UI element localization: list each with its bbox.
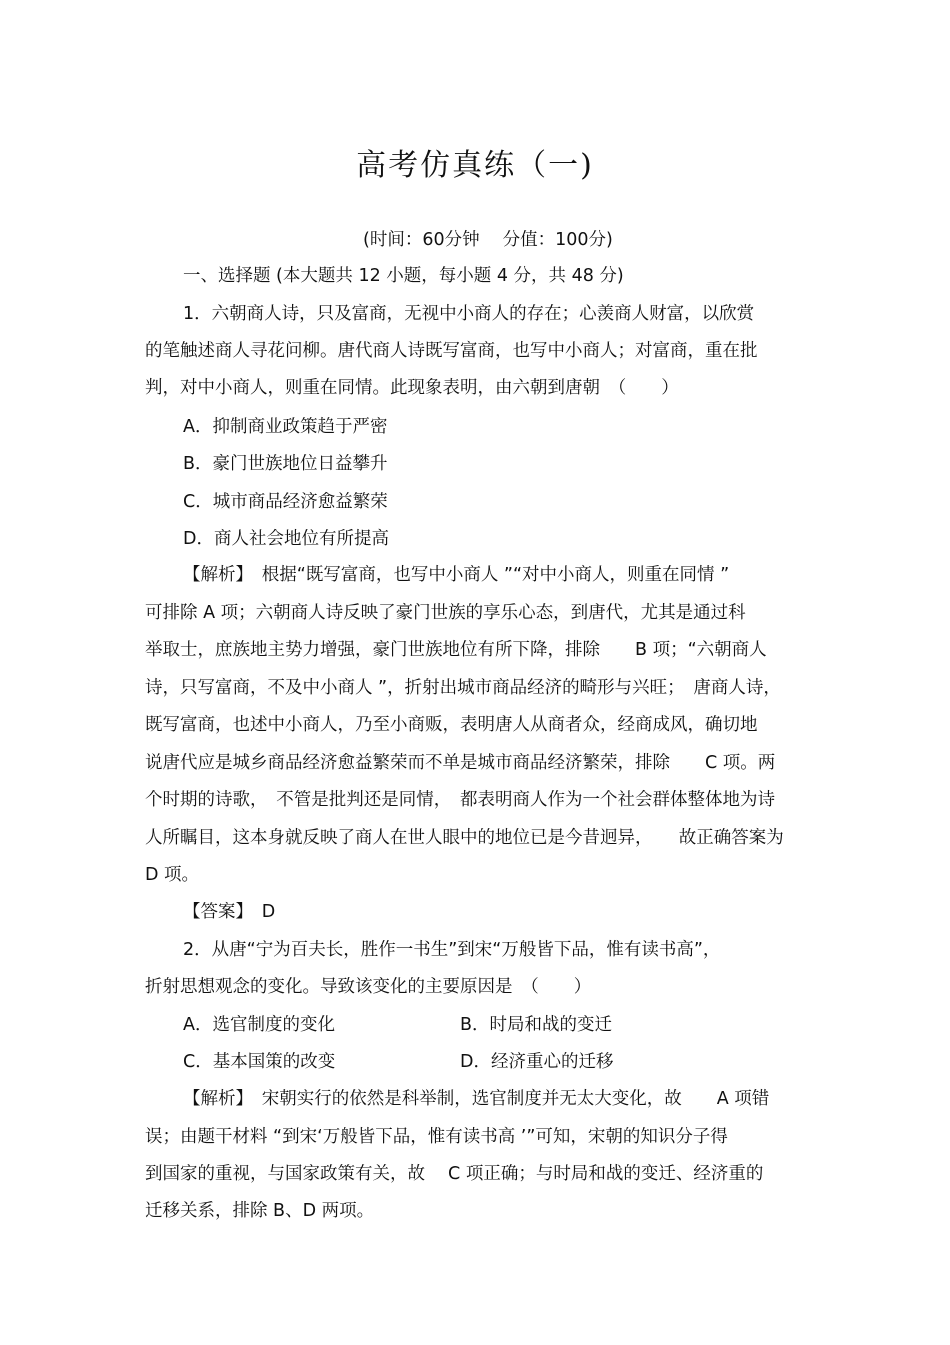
q1-option-a: A．抑制商业政策趋于严密 [183, 417, 388, 437]
q1-answer: 【答案】 D [183, 902, 276, 922]
q1-option-c: C．城市商品经济愈益繁荣 [183, 492, 388, 512]
q1-analysis-line: 【解析】 根据“既写富商，也写中小商人 ”“对中小商人，则重在同情 ” [183, 565, 730, 585]
q2-option-d: D．经济重心的迁移 [460, 1052, 614, 1072]
q1-analysis-line: 说唐代应是城乡商品经济愈益繁荣而不单是城市商品经济繁荣，排除 C 项。两 [145, 753, 776, 773]
q1-analysis-line: 可排除 A 项；六朝商人诗反映了豪门世族的享乐心态，到唐代，尤其是通过科 [145, 603, 746, 623]
q1-option-d: D．商人社会地位有所提高 [183, 529, 389, 549]
q2-analysis-line: 迁移关系，排除 B、D 两项。 [145, 1201, 375, 1221]
q1-option-b: B．豪门世族地位日益攀升 [183, 454, 388, 474]
page-title: 高考仿真练（一) [356, 148, 594, 183]
q1-analysis-line: 个时期的诗歌， 不管是批判还是同情， 都表明商人作为一个社会群体整体地为诗 [145, 790, 775, 810]
q2-option-b: B．时局和战的变迁 [460, 1015, 613, 1035]
q2-analysis-line: 误；由题干材料 “到宋‘万般皆下品，惟有读书高 ’”可知，宋朝的知识分子得 [145, 1127, 728, 1147]
q1-stem-line: 判，对中小商人，则重在同情。此现象表明，由六朝到唐朝 （ ） [145, 378, 679, 398]
q1-analysis-line: 诗，只写富商，不及中小商人 ”，折射出城市商品经济的畸形与兴旺； 唐商人诗， [145, 678, 781, 698]
q2-analysis-line: 到国家的重视，与国家政策有关，故 C 项正确；与时局和战的变迁、经济重的 [145, 1164, 764, 1184]
q2-analysis-line: 【解析】 宋朝实行的依然是科举制，选官制度并无太大变化，故 A 项错 [183, 1089, 770, 1109]
q2-stem-line: 2．从唐“宁为百夫长，胜作一书生”到宋“万般皆下品，惟有读书高”， [183, 940, 721, 960]
section-heading: 一、选择题 (本大题共 12 小题，每小题 4 分，共 48 分) [183, 266, 624, 286]
q2-option-a: A．选官制度的变化 [183, 1015, 335, 1035]
q2-option-c: C．基本国策的改变 [183, 1052, 336, 1072]
q1-stem-line: 1．六朝商人诗，只及富商，无视中小商人的存在；心羡商人财富，以欣赏 [183, 304, 755, 324]
q1-analysis-line: 举取士，庶族地主势力增强，豪门世族地位有所下降，排除 B 项；“六朝商人 [145, 640, 767, 660]
q1-analysis-line: 人所瞩目，这本身就反映了商人在世人眼中的地位已是今昔迥异， 故正确答案为 [145, 828, 784, 848]
q1-stem-line: 的笔触述商人寻花问柳。唐代商人诗既写富商，也写中小商人；对富商，重在批 [145, 341, 758, 361]
q1-analysis-line: D 项。 [145, 865, 200, 885]
q1-analysis-line: 既写富商，也述中小商人，乃至小商贩，表明唐人从商者众，经商成风，确切地 [145, 715, 758, 735]
q2-stem-line: 折射思想观念的变化。导致该变化的主要原因是 （ ） [145, 977, 592, 997]
exam-meta: (时间：60分钟 分值：100分) [363, 230, 613, 250]
